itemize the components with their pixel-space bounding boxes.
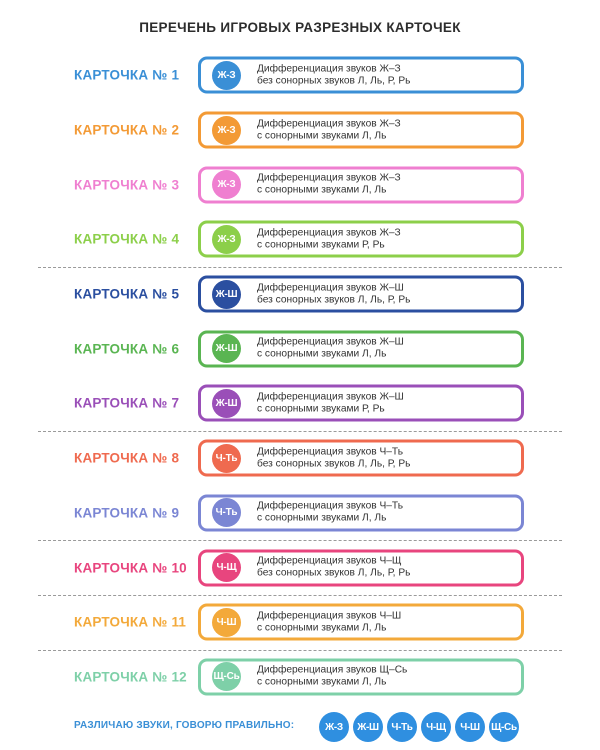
card-frame — [198, 166, 524, 203]
description-line-2: без сонорных звуков Л, Ль, Р, Рь — [257, 567, 411, 579]
footer-badges — [319, 712, 519, 742]
card-frame — [198, 221, 524, 258]
card-description — [257, 63, 410, 87]
description-line-1: Дифференциация звуков Ж–З — [257, 118, 401, 130]
card-row — [0, 48, 600, 103]
card-row — [0, 103, 600, 158]
description-line-2: без сонорных звуков Л, Ль, Р, Рь — [257, 458, 411, 470]
card-row — [0, 431, 600, 486]
description-line-2: с сонорными звуками Л, Ль — [257, 622, 387, 634]
card-description — [257, 282, 410, 306]
card-frame — [198, 57, 524, 94]
card-description — [257, 337, 404, 361]
sound-pair-badge: Ж-Ш — [212, 334, 241, 363]
footer-sound-badge: Ч-Ш — [455, 712, 485, 742]
card-row — [0, 595, 600, 650]
dashed-divider — [38, 650, 562, 651]
description-line-2: с сонорными звуками Л, Ль — [257, 676, 387, 688]
description-line-2: с сонорными звуками Р, Рь — [257, 239, 385, 251]
sound-pair-badge: Ж-Ш — [212, 280, 241, 309]
card-label: КАРТОЧКА № 2 — [74, 122, 180, 138]
dashed-divider — [38, 267, 562, 268]
card-label: КАРТОЧКА № 6 — [74, 341, 180, 357]
card-label: КАРТОЧКА № 3 — [74, 177, 180, 193]
card-label: КАРТОЧКА № 5 — [74, 286, 180, 302]
card-frame — [198, 658, 524, 695]
description-line-2: с сонорными звуками Л, Ль — [257, 512, 387, 524]
sound-pair-badge: Ч-Ть — [212, 498, 241, 527]
sound-pair-badge: Ч-Щ — [212, 553, 241, 582]
card-frame — [198, 440, 524, 477]
dashed-divider — [38, 431, 562, 432]
description-line-1: Дифференциация звуков Ч–Щ — [257, 555, 402, 567]
card-label: КАРТОЧКА № 1 — [74, 67, 180, 83]
card-label: КАРТОЧКА № 7 — [74, 395, 180, 411]
description-line-1: Дифференциация звуков Щ–Сь — [257, 664, 408, 676]
card-frame — [198, 276, 524, 313]
card-frame — [198, 112, 524, 149]
footer-sound-badge: Ч-Щ — [421, 712, 451, 742]
description-line-1: Дифференциация звуков Ж–З — [257, 227, 401, 239]
sound-pair-badge: Ч-Ть — [212, 444, 241, 473]
card-description — [257, 556, 410, 580]
card-row — [0, 321, 600, 376]
card-label: КАРТОЧКА № 10 — [74, 560, 187, 576]
description-line-1: Дифференциация звуков Ж–Ш — [257, 336, 404, 348]
description-line-1: Дифференциация звуков Ж–З — [257, 172, 401, 184]
footer-sound-badge: Щ-Сь — [489, 712, 519, 742]
card-row — [0, 212, 600, 267]
card-row — [0, 540, 600, 595]
card-frame — [198, 549, 524, 586]
card-label: КАРТОЧКА № 11 — [74, 614, 187, 630]
sound-pair-badge: Ж-З — [212, 61, 241, 90]
sound-pair-badge: Щ-Сь — [212, 662, 241, 691]
footer-sound-badge: Ж-З — [319, 712, 349, 742]
card-description — [257, 227, 401, 251]
description-line-1: Дифференциация звуков Ж–З — [257, 63, 401, 75]
card-row — [0, 157, 600, 212]
description-line-1: Дифференциация звуков Ч–Ш — [257, 610, 402, 622]
card-description — [257, 118, 401, 142]
description-line-1: Дифференциация звуков Ч–Ть — [257, 500, 404, 512]
footer-sound-badge: Ч-Ть — [387, 712, 417, 742]
footer-sound-badge: Ж-Ш — [353, 712, 383, 742]
card-description — [257, 610, 401, 634]
sound-pair-badge: Ж-Ш — [212, 389, 241, 418]
description-line-2: с сонорными звуками Л, Ль — [257, 184, 387, 196]
card-description — [257, 391, 404, 415]
card-frame — [198, 604, 524, 641]
card-description — [257, 446, 410, 470]
card-row — [0, 486, 600, 541]
sound-pair-badge: Ж-З — [212, 225, 241, 254]
footer-label: РАЗЛИЧАЮ ЗВУКИ, ГОВОРЮ ПРАВИЛЬНО: — [74, 720, 295, 731]
sound-pair-badge: Ч-Ш — [212, 608, 241, 637]
card-row — [0, 267, 600, 322]
card-label: КАРТОЧКА № 8 — [74, 450, 180, 466]
description-line-2: без сонорных звуков Л, Ль, Р, Рь — [257, 75, 411, 87]
sound-pair-badge: Ж-З — [212, 116, 241, 145]
card-frame — [198, 330, 524, 367]
card-row — [0, 376, 600, 431]
dashed-divider — [38, 595, 562, 596]
card-label: КАРТОЧКА № 9 — [74, 505, 180, 521]
card-row — [0, 650, 600, 705]
card-label: КАРТОЧКА № 12 — [74, 669, 187, 685]
card-frame — [198, 494, 524, 531]
dashed-divider — [38, 540, 562, 541]
card-frame — [198, 385, 524, 422]
description-line-2: с сонорными звуками Л, Ль — [257, 130, 387, 142]
description-line-2: без сонорных звуков Л, Ль, Р, Рь — [257, 294, 411, 306]
page-title: ПЕРЕЧЕНЬ ИГРОВЫХ РАЗРЕЗНЫХ КАРТОЧЕК — [139, 20, 461, 35]
card-description — [257, 665, 407, 689]
description-line-1: Дифференциация звуков Ж–Ш — [257, 391, 404, 403]
sound-pair-badge: Ж-З — [212, 170, 241, 199]
card-description — [257, 501, 403, 525]
description-line-2: с сонорными звуками Л, Ль — [257, 348, 387, 360]
card-list — [0, 48, 600, 704]
description-line-2: с сонорными звуками Р, Рь — [257, 403, 385, 415]
description-line-1: Дифференциация звуков Ч–Ть — [257, 446, 404, 458]
description-line-1: Дифференциация звуков Ж–Ш — [257, 282, 404, 294]
card-description — [257, 173, 401, 197]
footer — [0, 706, 600, 746]
card-label: КАРТОЧКА № 4 — [74, 231, 180, 247]
